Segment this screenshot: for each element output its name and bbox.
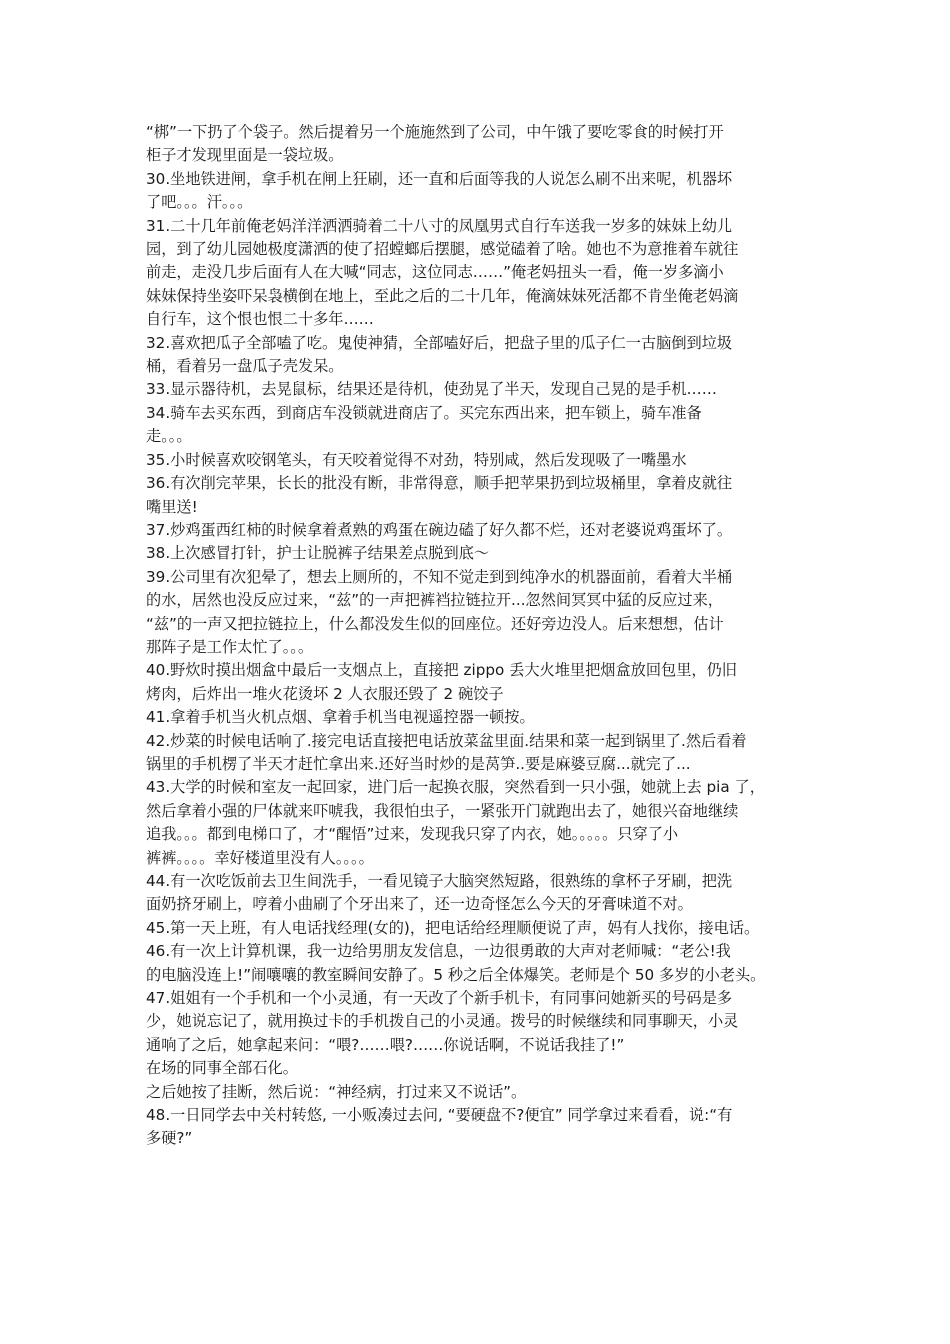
text-line: 的电脑没连上!”闹嚷嚷的教室瞬间安静了。5 秒之后全体爆笑。老师是个 50 多岁的小老头。 xyxy=(146,965,766,984)
text-line: 柜子才发现里面是一袋垃圾。 xyxy=(146,146,344,165)
text-line: 38.上次感冒打针，护士让脱裤子结果差点脱到底～ xyxy=(146,544,490,563)
paragraph-item-30 xyxy=(146,168,826,215)
paragraph-item-45 xyxy=(146,917,826,940)
text-line: 43.大学的时候和室友一起回家，进门后一起换衣服，突然看到一只小强，她就上去 pia 了， xyxy=(146,778,765,797)
text-line: 在场的同事全部石化。 xyxy=(146,1059,298,1078)
text-line: 40.野炊时摸出烟盒中最后一支烟点上，直接把 zippo 丢大火堆里把烟盒放回包里，仍旧 xyxy=(146,661,737,680)
paragraph-item-48 xyxy=(146,1104,826,1151)
paragraph-item-41 xyxy=(146,706,826,729)
paragraph-item-35 xyxy=(146,449,826,472)
text-line: 39.公司里有次犯晕了，想去上厕所的，不知不觉走到到纯净水的机器面前，看着大半桶 xyxy=(146,567,733,586)
text-line: 45.第一天上班，有人电话找经理(女的)，把电话给经理顺便说了声，妈有人找你，接电话。 xyxy=(146,918,760,937)
text-line: 园，到了幼儿园她极度潇洒的使了招螳螂后摆腿，感觉磕着了啥。她也不为意推着车就往 xyxy=(146,240,739,259)
text-line: 少，她说忘记了，就用换过卡的手机拨自己的小灵通。拨号的时候继续和同事聊天，小灵 xyxy=(146,1012,739,1031)
text-line: 前走，走没几步后面有人在大喊“同志，这位同志……”俺老妈扭头一看，俺一岁多滴小 xyxy=(146,263,724,282)
text-line: 34.骑车去买东西，到商店车没锁就进商店了。买完东西出来，把车锁上，骑车准备 xyxy=(146,403,702,422)
text-line: 多硬?” xyxy=(146,1129,193,1148)
document-body xyxy=(146,121,826,1151)
paragraph-item-32 xyxy=(146,332,826,379)
paragraph-item-46 xyxy=(146,940,826,987)
text-line: 通响了之后，她拿起来问：“喂?……喂?……你说话啊，不说话我挂了!” xyxy=(146,1035,625,1054)
text-line: 46.有一次上计算机课，我一边给男朋友发信息，一边很勇敢的大声对老师喊：“老公!我 xyxy=(146,942,731,961)
text-line: 30.坐地铁进闸，拿手机在闸上狂刷，还一直和后面等我的人说怎么刷不出来呢，机器坏 xyxy=(146,169,733,188)
text-line: 37.炒鸡蛋西红柿的时候拿着煮熟的鸡蛋在碗边磕了好久都不烂，还对老婆说鸡蛋坏了。 xyxy=(146,520,733,539)
paragraph-item-38 xyxy=(146,542,826,565)
text-line: 然后拿着小强的尸体就来吓唬我，我很怕虫子，一紧张开门就跑出去了，她很兴奋地继续 xyxy=(146,801,739,820)
text-line: 32.喜欢把瓜子全部嗑了吃。鬼使神猜，全部嗑好后，把盘子里的瓜子仁一古脑倒到垃圾 xyxy=(146,333,733,352)
paragraph-item-42 xyxy=(146,730,826,777)
text-line: 裤裤。。。。幸好楼道里没有人。。。。 xyxy=(146,848,374,867)
text-line: 48.一日同学去中关村转悠, 一小贩凑过去问, “要硬盘不?便宜” 同学拿过来看看，说:“有 xyxy=(146,1106,733,1125)
text-line: 那阵子是工作太忙了。。。 xyxy=(146,637,314,656)
text-line: 33.显示器待机，去晃鼠标，结果还是待机，使劲晃了半天，发现自己晃的是手机…… xyxy=(146,380,717,399)
paragraph-item-44 xyxy=(146,870,826,917)
paragraph-item-39 xyxy=(146,566,826,660)
text-line: 面奶挤牙刷上，哼着小曲刷了个牙出来了，还一边奇怪怎么今天的牙膏味道不对。 xyxy=(146,895,693,914)
paragraph-item-47 xyxy=(146,987,826,1057)
paragraph-item-37 xyxy=(146,519,826,542)
text-line: 烤肉，后炸出一堆火花烫坏 2 人衣服还毁了 2 碗饺子 xyxy=(146,684,504,703)
text-line: 35.小时候喜欢咬钢笔头，有天咬着觉得不对劲，特别咸，然后发现吸了一嘴墨水 xyxy=(146,450,687,469)
text-line: “兹”的一声又把拉链拉上，什么都没发生似的回座位。还好旁边没人。后来想想，估计 xyxy=(146,614,724,633)
paragraph-item-47c xyxy=(146,1081,826,1104)
text-line: 妹妹保持坐姿吓呆袅横倒在地上，至此之后的二十几年，俺滴妹妹死活都不肯坐俺老妈滴 xyxy=(146,286,739,305)
paragraph-item-34 xyxy=(146,402,826,449)
paragraph-item-36 xyxy=(146,472,826,519)
text-line: 自行车，这个恨也恨二十多年…… xyxy=(146,310,374,329)
text-line: 了吧。。。汗。。。 xyxy=(146,193,253,212)
text-line: 47.姐姐有一个手机和一个小灵通，有一天改了个新手机卡，有同事问她新买的号码是多 xyxy=(146,989,733,1008)
paragraph-item-31 xyxy=(146,215,826,332)
paragraph-item-43 xyxy=(146,776,826,870)
text-line: 41.拿着手机当火机点烟、拿着手机当电视遥控器一顿按。 xyxy=(146,708,535,727)
text-line: 的水，居然也没反应过来，“兹”的一声把裤裆拉链拉开...忽然间冥冥中猛的反应过来， xyxy=(146,591,723,610)
paragraph-item-47b xyxy=(146,1057,826,1080)
text-line: 追我。。。都到电梯口了，才“醒悟”过来，发现我只穿了内衣，她。。。。。只穿了小 xyxy=(146,825,679,844)
paragraph-item-40 xyxy=(146,659,826,706)
text-line: 36.有次削完苹果，长长的批没有断，非常得意，顺手把苹果扔到垃圾桶里，拿着皮就往 xyxy=(146,474,733,493)
text-line: “梆”一下扔了个袋子。然后提着另一个施施然到了公司，中午饿了要吃零食的时候打开 xyxy=(146,123,724,141)
text-line: 44.有一次吃饭前去卫生间洗手，一看见镜子大脑突然短路，很熟练的拿杯子牙刷，把洗 xyxy=(146,872,733,890)
text-line: 嘴里送! xyxy=(146,497,198,516)
text-line: 之后她按了挂断，然后说：“神经病，打过来又不说话”。 xyxy=(146,1082,527,1101)
text-line: 走。。。 xyxy=(146,427,192,446)
text-line: 42.炒菜的时候电话响了.接完电话直接把电话放菜盆里面.结果和菜一起到锅里了.然后看着 xyxy=(146,731,747,750)
text-line: 31.二十几年前俺老妈洋洋洒洒骑着二十八寸的凤凰男式自行车送我一岁多的妹妹上幼儿 xyxy=(146,216,733,235)
text-line: 锅里的手机楞了半天才赶忙拿出来.还好当时炒的是莴笋..要是麻婆豆腐...就完了... xyxy=(146,754,691,773)
paragraph-item-33 xyxy=(146,378,826,401)
paragraph-p-cont-29 xyxy=(146,121,826,168)
text-line: 桶，看着另一盘瓜子壳发呆。 xyxy=(146,357,344,376)
